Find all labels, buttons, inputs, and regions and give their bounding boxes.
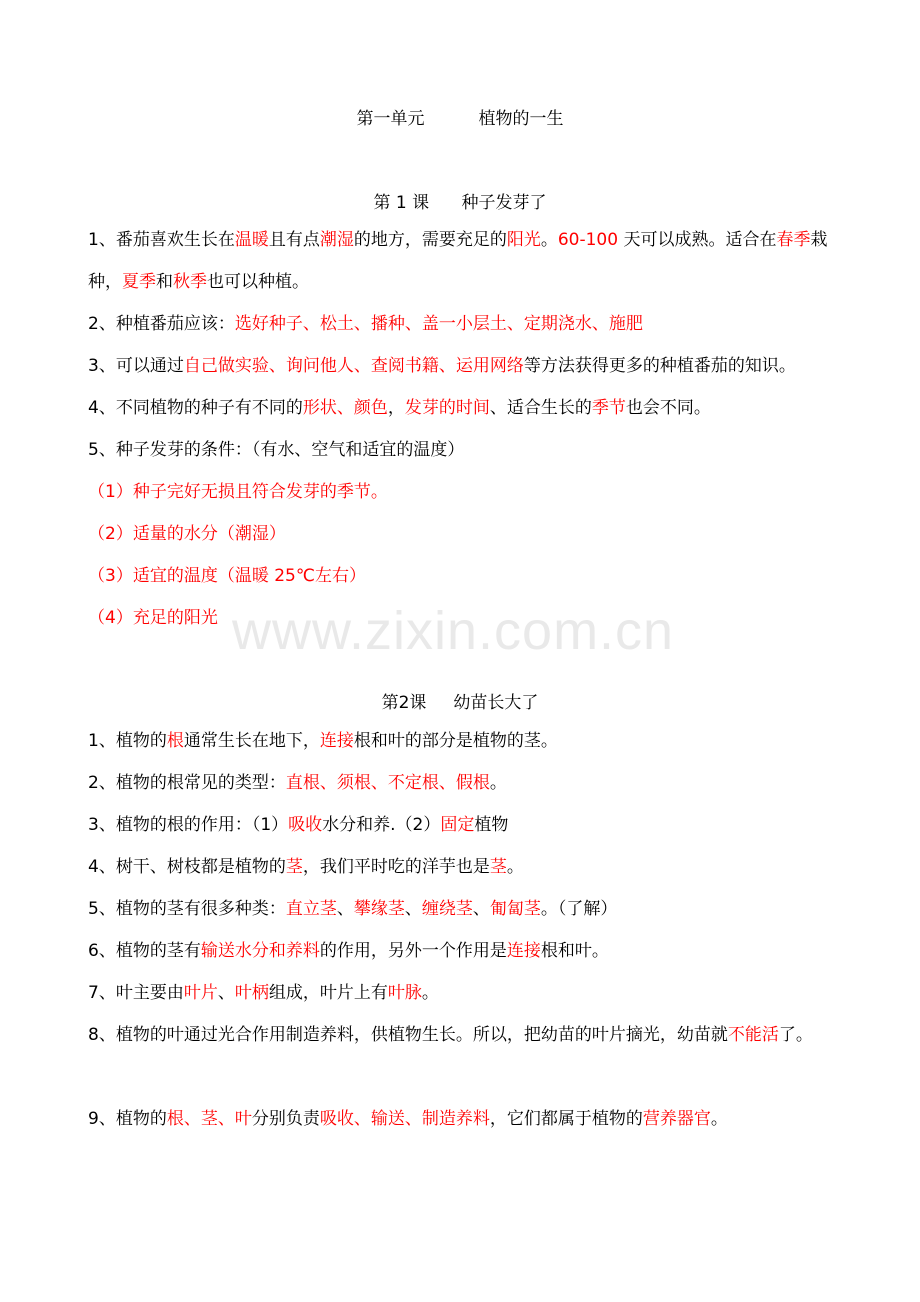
body-text: 8、植物的叶通过光合作用制造养料，供植物生长。所以，把幼苗的叶片摘光，幼苗就 — [88, 1025, 728, 1045]
body-text: 、 — [217, 983, 235, 1003]
body-text: 9、植物的 — [88, 1109, 167, 1129]
highlight-text: 叶柄 — [234, 983, 269, 1003]
lesson1-item-1 — [88, 219, 836, 303]
lesson2-item-4 — [88, 846, 836, 888]
highlight-text: 输送水分和养料 — [200, 941, 320, 961]
lesson2-item-1 — [88, 720, 836, 762]
watermark: www.zixin.com.cn — [232, 601, 675, 661]
highlight-text: 茎 — [285, 857, 303, 877]
highlight-text: 茎 — [489, 857, 507, 877]
highlight-text: 缠绕茎 — [421, 899, 473, 919]
body-text: 也可以种植。 — [207, 272, 309, 292]
lesson-1-title: 第 1 课 种子发芽了 — [373, 193, 547, 213]
highlight-text: 叶片 — [183, 983, 218, 1003]
body-text: 5、种子发芽的条件：（有水、空气和适宜的温度） — [88, 440, 465, 460]
lesson2-item-9 — [88, 1098, 836, 1140]
highlight-text: 选好种子、松土、播种、盖一小层土、定期浇水、施肥 — [234, 314, 643, 334]
highlight-text: 不能活 — [727, 1025, 779, 1045]
body-text: 等方法获得更多的种植番茄的知识。 — [523, 356, 796, 376]
body-text: 。（了解） — [540, 899, 618, 919]
body-text: 了。 — [778, 1025, 813, 1045]
highlight-text: 秋季 — [173, 272, 207, 292]
lesson1-item-2 — [88, 303, 836, 345]
highlight-text: 自己做实验、询问他人、查阅书籍、运用网络 — [183, 356, 524, 376]
highlight-text: 温暖 — [234, 230, 269, 250]
lesson1-item-3 — [88, 345, 836, 387]
body-text: 根和叶。 — [540, 941, 609, 961]
body-text: 栽种， — [88, 230, 828, 292]
lesson1-item-6 — [88, 471, 836, 513]
body-text: 天可以成熟。适合在 — [618, 230, 777, 250]
body-text: 4、树干、树枝都是植物的 — [88, 857, 286, 877]
highlight-text: 连接 — [319, 731, 354, 751]
highlight-text: （2）适量的水分（潮湿） — [88, 524, 286, 544]
lesson2-item-5 — [88, 888, 836, 930]
lesson2-item-2 — [88, 762, 836, 804]
body-text: 植物 — [474, 815, 509, 835]
highlight-text: 根、茎、叶 — [166, 1109, 252, 1129]
body-text: 4、不同植物的种子有不同的 — [88, 398, 303, 418]
body-text: 通常生长在地下， — [183, 731, 320, 751]
body-text: 7、叶主要由 — [88, 983, 184, 1003]
body-text: ，它们都属于植物的 — [489, 1109, 643, 1129]
body-text: 2、植物的根常见的类型： — [88, 773, 286, 793]
highlight-text: 60-100 — [557, 230, 619, 250]
body-text: 、 — [404, 899, 422, 919]
lesson1-item-8 — [88, 555, 836, 597]
body-text: 的地方，需要充足的 — [353, 230, 507, 250]
highlight-text: （3）适宜的温度（温暖 25℃左右） — [88, 566, 366, 586]
lesson1-item-9 — [88, 597, 836, 639]
body-text: 3、可以通过 — [88, 356, 184, 376]
body-text: 。 — [540, 230, 558, 250]
body-text: ， — [387, 398, 405, 418]
body-text: 、适合生长的 — [489, 398, 592, 418]
highlight-text: 阳光 — [506, 230, 541, 250]
body-text: 3、植物的根的作用：（1） — [88, 815, 289, 835]
body-text: 水分和养.（2） — [322, 815, 441, 835]
body-text: 5、植物的茎有很多种类： — [88, 899, 286, 919]
lesson2-item-7 — [88, 972, 836, 1014]
body-text: 6、植物的茎有 — [88, 941, 201, 961]
body-text: 且有点 — [268, 230, 320, 250]
body-text: 。 — [506, 857, 524, 877]
body-text: 也会不同。 — [625, 398, 711, 418]
lesson1-item-4 — [88, 387, 836, 429]
lesson1-item-7 — [88, 513, 836, 555]
highlight-text: 攀缘茎 — [353, 899, 405, 919]
body-text: 分别负责 — [251, 1109, 320, 1129]
body-text: 、 — [472, 899, 490, 919]
body-text: 。 — [421, 983, 439, 1003]
highlight-text: 夏季 — [122, 272, 156, 292]
highlight-text: 春季 — [776, 230, 811, 250]
lesson2-item-3 — [88, 804, 836, 846]
body-text: 。 — [489, 773, 507, 793]
body-text: 根和叶的部分是植物的茎。 — [353, 731, 558, 751]
body-text: 的作用，另外一个作用是 — [319, 941, 507, 961]
lesson-2-title: 第2课 幼苗长大了 — [381, 693, 539, 713]
body-text: 组成，叶片上有 — [268, 983, 388, 1003]
highlight-text: 匍匐茎 — [489, 899, 541, 919]
highlight-text: （4）充足的阳光 — [88, 608, 218, 628]
highlight-text: 营养器官 — [642, 1109, 711, 1129]
highlight-text: 季节 — [591, 398, 626, 418]
body-text: ，我们平时吃的洋芋也是 — [302, 857, 490, 877]
body-text: 。 — [710, 1109, 728, 1129]
body-text: 、 — [336, 899, 354, 919]
highlight-text: （1）种子完好无损且符合发芽的季节。 — [88, 482, 388, 502]
body-text: 和 — [156, 272, 173, 292]
highlight-text: 叶脉 — [387, 983, 422, 1003]
highlight-text: 根 — [166, 731, 184, 751]
highlight-text: 吸收、输送、制造养料 — [319, 1109, 490, 1129]
lesson1-item-5 — [88, 429, 836, 471]
body-text: 2、种植番茄应该： — [88, 314, 235, 334]
body-text: 1、植物的 — [88, 731, 167, 751]
highlight-text: 固定 — [440, 815, 475, 835]
highlight-text: 直立茎 — [285, 899, 337, 919]
highlight-text: 吸收 — [288, 815, 323, 835]
highlight-text: 潮湿 — [319, 230, 354, 250]
body-text: 1、番茄喜欢生长在 — [88, 230, 235, 250]
highlight-text: 直根、须根、不定根、假根 — [285, 773, 490, 793]
highlight-text: 发芽的时间 — [404, 398, 490, 418]
lesson2-item-8 — [88, 1014, 836, 1056]
unit-title: 第一单元 植物的一生 — [356, 109, 564, 129]
lesson2-item-6 — [88, 930, 836, 972]
highlight-text: 连接 — [506, 941, 541, 961]
highlight-text: 形状、颜色 — [302, 398, 388, 418]
